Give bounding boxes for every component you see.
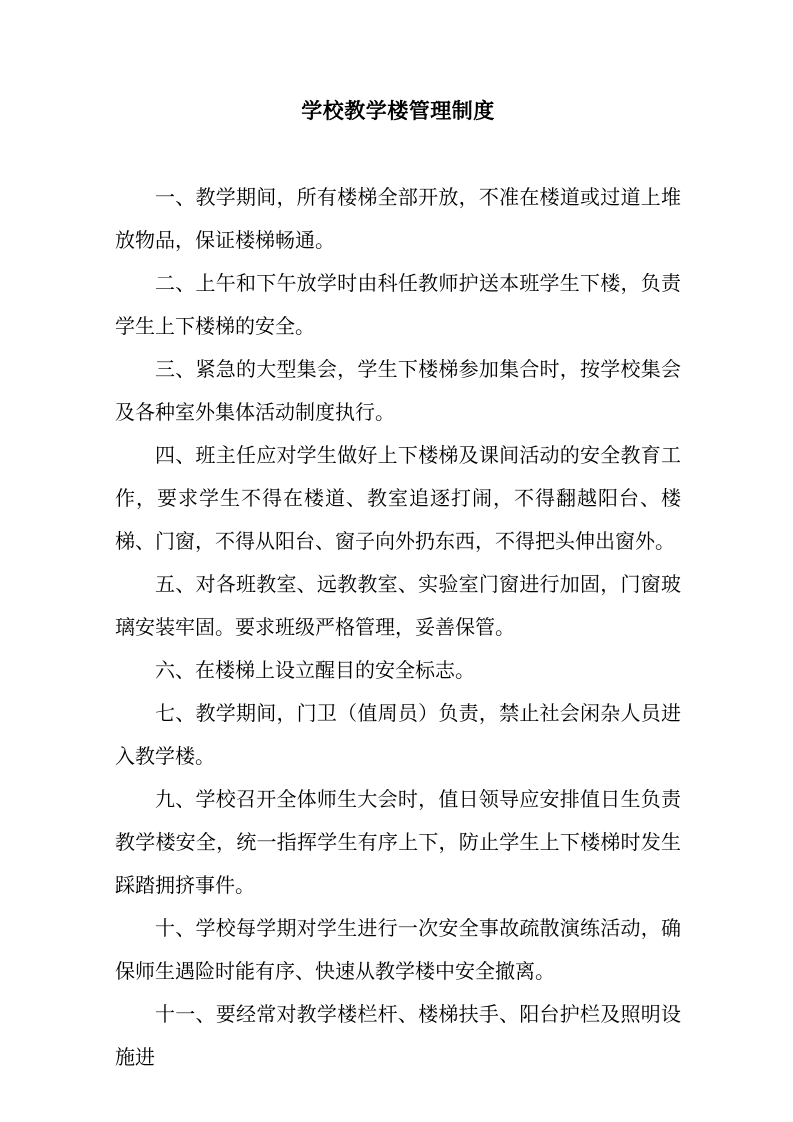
paragraph-6: 六、在楼梯上设立醒目的安全标志。 [155,660,475,682]
paragraph-4: 四、班主任应对学生做好上下楼梯及课间活动的安全教育工作，要求学生不得在楼道、教室追逐打闹，不得翻越阳台、楼梯、门窗，不得从阳台、窗子向外扔东西，不得把头伸出窗外。 [115,445,681,553]
paragraph-3: 三、紧急的大型集会，学生下楼梯参加集合时，按学校集会及各种室外集体活动制度执行。 [115,359,681,424]
paragraph-5: 五、对各班教室、远教教室、实验室门窗进行加固，门窗玻璃安装牢固。要求班级严格管理，妥善保管。 [115,574,681,639]
paragraph-8: 九、学校召开全体师生大会时，值日领导应安排值日生负责教学楼安全，统一指挥学生有序上下，防止学生上下楼梯时发生踩踏拥挤事件。 [115,789,681,897]
paragraph-10: 十一、要经常对教学楼栏杆、楼梯扶手、阳台护栏及照明设施进 [115,1004,681,1069]
paragraph-9: 十、学校每学期对学生进行一次安全事故疏散演练活动，确保师生遇险时能有序、快速从教学楼中安全撤离。 [115,918,681,983]
paragraph-1: 一、教学期间，所有楼梯全部开放，不准在楼道或过道上堆放物品，保证楼梯畅通。 [115,187,681,252]
paragraph-2: 二、上午和下午放学时由科任教师护送本班学生下楼，负责学生上下楼梯的安全。 [115,273,681,338]
paragraph-7: 七、教学期间，门卫（值周员）负责，禁止社会闲杂人员进入教学楼。 [115,703,681,768]
document-title: 学校教学楼管理制度 [301,100,495,123]
